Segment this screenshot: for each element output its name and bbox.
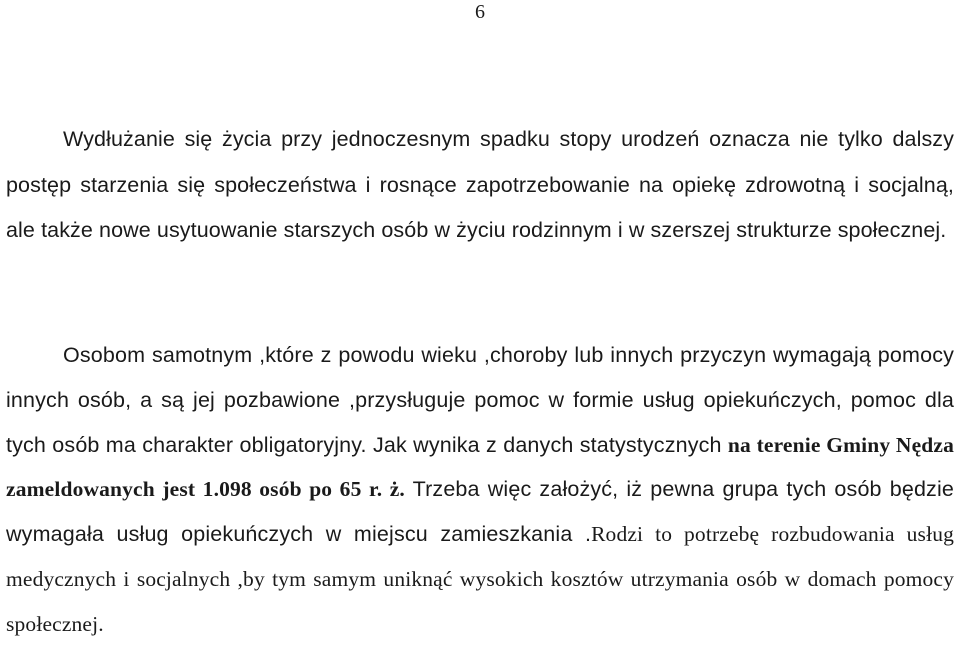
page-number: 6	[475, 1, 485, 23]
paragraph-2-highlight-statistic: na terenie Gminy Nędza zameldowanych jest 1.098 osób po 65 r. ż.	[6, 432, 955, 502]
paragraph-2-text-end: Rodzi to potrzebę rozbudowania usług medycznych i socjalnych ,by tym samym uniknąć wysokich kosztów utrzymania osób w domach pomocy społecznej.	[6, 522, 954, 636]
paragraph-1-text: Wydłużanie się życia przy jednoczesnym spadku stopy urodzeń oznacza nie tylko dalszy postęp starzenia się społeczeństwa i rosnące zapotrzebowanie na opiekę zdrowotną i socjalną, ale także nowe usytuowanie starszych osób w życiu rodzinnym i w szerszej strukturze społecznej.	[6, 127, 954, 242]
paragraph-2-text-middle: Trzeba więc założyć, iż pewna grupa tych osób będzie wymagała usług opiekuńczych w miejscu zamieszkania .	[6, 477, 954, 547]
paragraph-aging-population	[6, 117, 954, 254]
paragraph-care-services	[6, 333, 954, 647]
paragraph-2-text-start: Osobom samotnym ,które z powodu wieku ,choroby lub innych przyczyn wymagają pomocy innych osób, a są jej pozbawione ,przysługuje pomoc w formie usług opiekuńczych, pomoc dla tych osób ma charakter obligatoryjny. Jak wynika z danych statystycznych	[6, 343, 954, 457]
